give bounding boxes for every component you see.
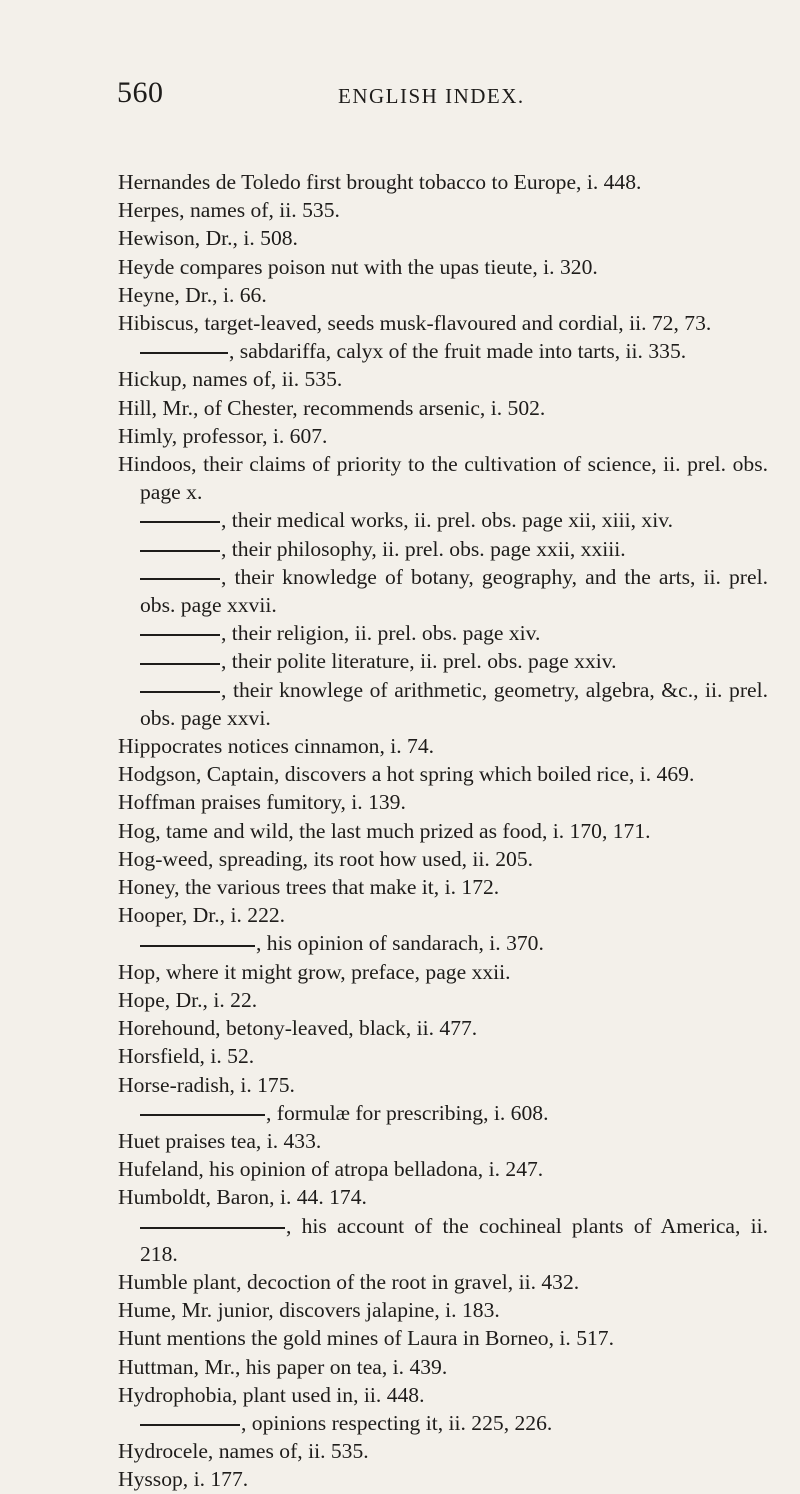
index-subentry: , their medical works, ii. prel. obs. page xii, xiii, xiv. <box>118 506 768 534</box>
index-entry: Horehound, betony-leaved, black, ii. 477. <box>118 1016 478 1041</box>
index-entry: Hernandes de Toledo first brought tobacco to Europe, i. 448. <box>118 170 642 194</box>
index-subentry: , their knowlege of arithmetic, geometry, algebra, &c., ii. prel. obs. page xxvi. <box>140 677 768 730</box>
index-entry: Hibiscus, target-leaved, seeds musk-flavoured and cordial, ii. 72, 73. <box>118 311 712 336</box>
index-entry: Hunt mentions the gold mines of Laura in Borneo, i. 517. <box>118 1326 614 1351</box>
index-entry: Humble plant, decoction of the root in gravel, ii. 432. <box>118 1269 580 1294</box>
index-entry: Hoffman praises fumitory, i. 139. <box>118 790 406 815</box>
running-title: ENGLISH INDEX. <box>338 84 525 108</box>
ditto-rule <box>140 521 220 523</box>
index-subentry: , sabdariffa, calyx of the fruit made into tarts, ii. 335. <box>118 337 768 365</box>
index-entry: Heyde compares poison nut with the upas tieute, i. 320. <box>118 254 598 279</box>
index-entry: Hodgson, Captain, discovers a hot spring which boiled rice, i. 469. <box>118 762 695 787</box>
ditto-rule <box>140 945 255 947</box>
index-entry: Huet praises tea, i. 433. <box>118 1128 322 1153</box>
index-subentry: , their polite literature, ii. prel. obs. page xxiv. <box>118 647 768 675</box>
ditto-rule <box>140 1114 265 1116</box>
index-entry: Hickup, names of, ii. 535. <box>118 367 343 392</box>
index-subentry: , their philosophy, ii. prel. obs. page xxii, xxiii. <box>118 535 768 563</box>
index-entry: Hufeland, his opinion of atropa belladona, i. 247. <box>118 1157 544 1182</box>
index-subentry: , opinions respecting it, ii. 225, 226. <box>118 1409 768 1437</box>
index-entries <box>118 168 768 1494</box>
index-subentry: , formulæ for prescribing, i. 608. <box>118 1099 768 1127</box>
page-header <box>0 76 800 116</box>
page-number: 560 <box>117 76 164 109</box>
ditto-rule <box>140 634 220 636</box>
index-entry: Hydrocele, names of, ii. 535. <box>118 1439 369 1464</box>
index-subentry: , his opinion of sandarach, i. 370. <box>118 929 768 957</box>
index-entry: Hume, Mr. junior, discovers jalapine, i. 183. <box>118 1298 500 1323</box>
ditto-rule <box>140 1424 240 1426</box>
index-entry: Herpes, names of, ii. 535. <box>118 198 340 223</box>
index-entry: Hog-weed, spreading, its root how used, ii. 205. <box>118 846 534 871</box>
index-entry: Huttman, Mr., his paper on tea, i. 439. <box>118 1354 448 1379</box>
index-entry: Hydrophobia, plant used in, ii. 448. <box>118 1382 425 1407</box>
index-entry: Horsfield, i. 52. <box>118 1044 255 1069</box>
index-entry: Hyssop, i. 177. <box>118 1467 249 1492</box>
index-entry: Hippocrates notices cinnamon, i. 74. <box>118 734 435 759</box>
index-entry: Hindoos, their claims of priority to the cultivation of science, ii. prel. obs. page x. <box>118 452 768 505</box>
ditto-rule <box>140 663 220 665</box>
index-entry: Hewison, Dr., i. 508. <box>118 226 298 251</box>
index-subentry: , their knowledge of botany, geography, and the arts, ii. prel. obs. page xxvii. <box>140 564 768 618</box>
index-entry: Himly, professor, i. 607. <box>118 423 328 448</box>
index-entry: Hog, tame and wild, the last much prized as food, i. 170, 171. <box>118 818 651 843</box>
index-entry: Humboldt, Baron, i. 44. 174. <box>118 1185 367 1210</box>
ditto-rule <box>140 550 220 552</box>
index-entry: Hooper, Dr., i. 222. <box>118 903 286 928</box>
index-entry: Heyne, Dr., i. 66. <box>118 282 267 307</box>
ditto-rule <box>140 1227 285 1229</box>
index-subentry: , his account of the cochineal plants of America, ii. 218. <box>140 1213 768 1266</box>
ditto-rule <box>140 691 220 693</box>
ditto-rule <box>140 352 228 354</box>
ditto-rule <box>140 578 220 580</box>
index-entry: Hope, Dr., i. 22. <box>118 987 258 1012</box>
index-entry: Hop, where it might grow, preface, page xxii. <box>118 959 511 984</box>
index-entry: Hill, Mr., of Chester, recommends arsenic, i. 502. <box>118 395 546 420</box>
index-entry: Honey, the various trees that make it, i. 172. <box>118 875 500 900</box>
index-entry: Horse-radish, i. 175. <box>118 1072 295 1097</box>
index-subentry: , their religion, ii. prel. obs. page xiv. <box>118 619 768 647</box>
